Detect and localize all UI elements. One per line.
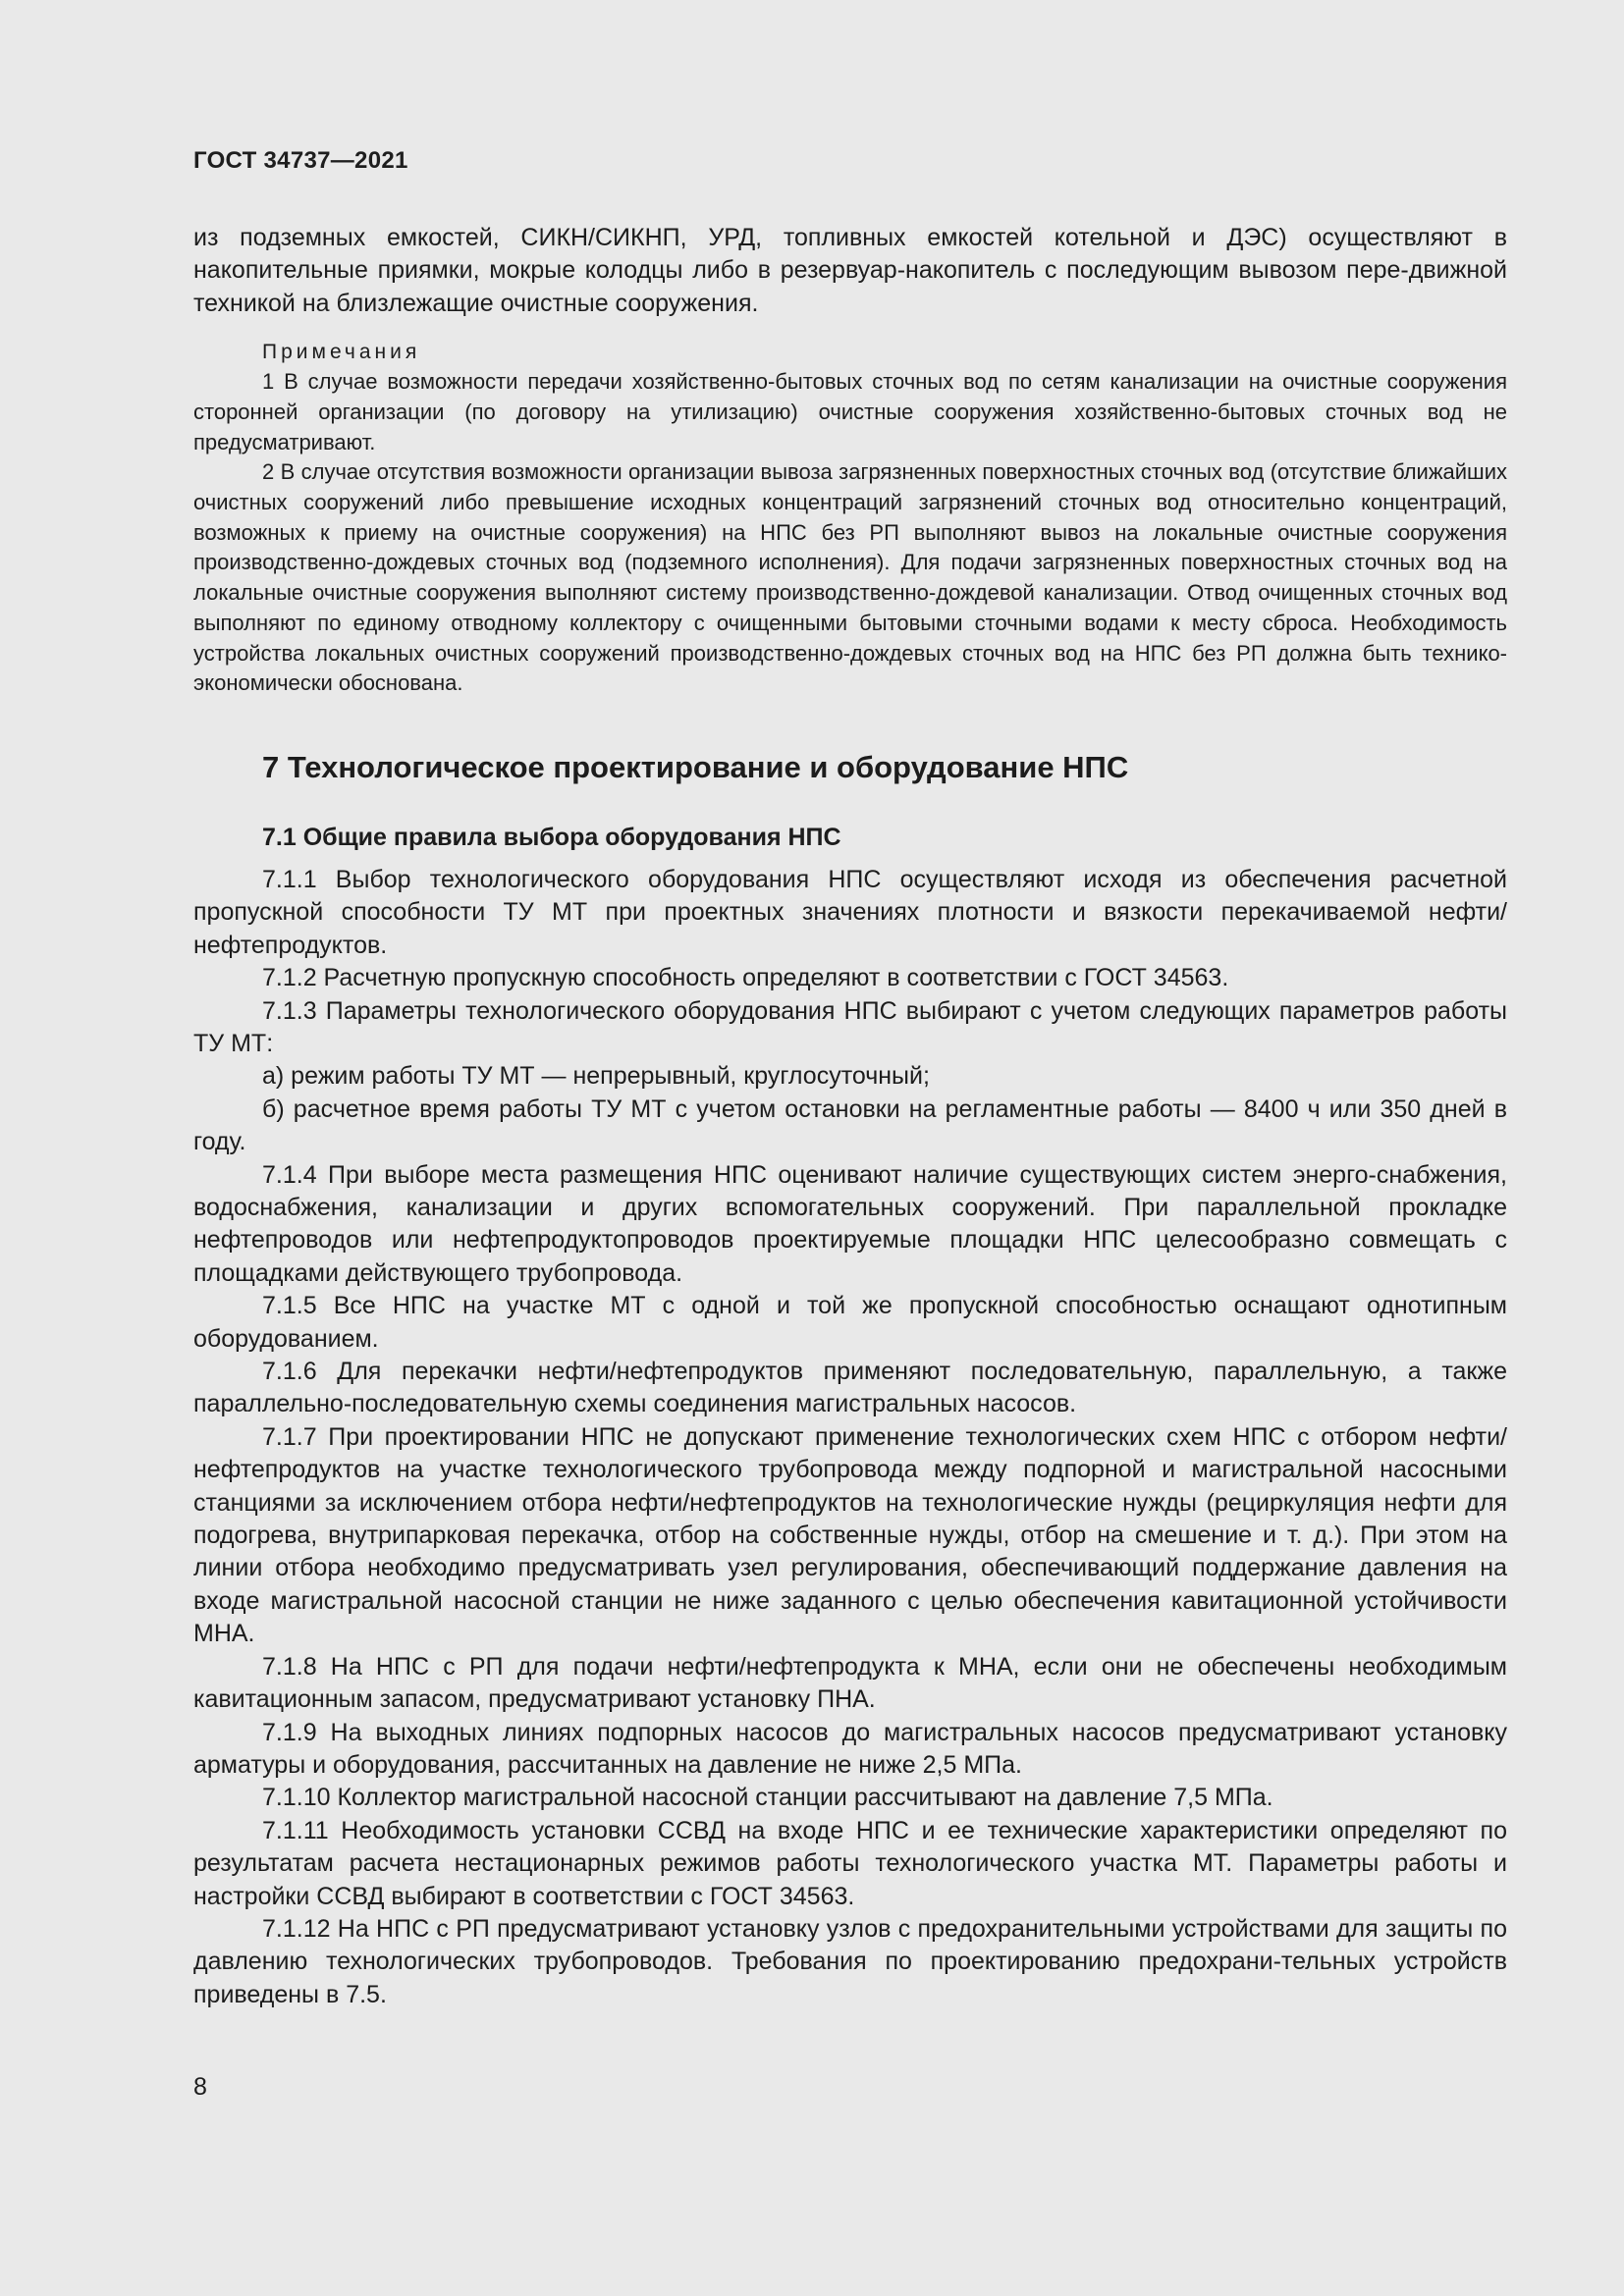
section-heading: 7 Технологическое проектирование и оборудование НПС xyxy=(262,749,1129,784)
paragraph-7-1-9: 7.1.9 На выходных линиях подпорных насосов до магистральных насосов предусматривают установку арматуры и оборудования, рассчитанных на давление не ниже 2,5 МПа. xyxy=(193,1718,1507,1779)
note-item-1: 1 В случае возможности передачи хозяйственно-бытовых сточных вод по сетям канализации на очистные сооружения сторонней организации (по договору на утилизацию) очистные сооружения хозяйственно-бытовых сточных вод не предусматривают. xyxy=(193,369,1507,454)
paragraph-7-1-6: 7.1.6 Для перекачки нефти/нефтепродуктов применяют последовательную, параллельную, а также параллельно-последовательную схемы соединения магистральных насосов. xyxy=(193,1358,1507,1418)
list-item-b: б) расчетное время работы ТУ МТ с учетом остановки на регламентные работы — 8400 ч или 350 дней в году. xyxy=(193,1095,1507,1156)
subsection-heading: 7.1 Общие правила выбора оборудования НПС xyxy=(262,823,841,851)
note-item-2: 2 В случае отсутствия возможности организации вывоза загрязненных поверхностных сточных вод (отсутствие ближайших очистных сооружений либо превышение исходных концентраций загрязнений сточных вод относительно концентраций, возможных к приему на очистные сооружения) на НПС без РП выполняют вывоз на локальные очистные сооружения производственно-дождевых сточных вод (подземного исполнения). Для подачи загрязненных поверхностных сточных вод на локальные очистные сооружения выполняют систему производственно-дождевой канализации. Отвод очищенных сточных вод выполняют по единому отводному коллектору с очищенными бытовыми сточными водами к месту сброса. Необходимость устройства локальных очистных сооружений производственно-дождевых сточных вод на НПС без РП должна быть технико-экономически обоснована. xyxy=(193,459,1507,696)
paragraph-7-1-1: 7.1.1 Выбор технологического оборудования НПС осуществляют исходя из обеспечения расчетной пропускной способности ТУ МТ при проектных значениях плотности и вязкости перекачиваемой нефти/ нефтепродуктов. xyxy=(193,865,1507,959)
paragraph-7-1-8: 7.1.8 На НПС с РП для подачи нефти/нефтепродукта к МНА, если они не обеспечены необходимым кавитационным запасом, предусматривают установку ПНА. xyxy=(193,1652,1507,1714)
paragraph-7-1-12: 7.1.12 На НПС с РП предусматривают установку узлов с предохранительными устройствами для защиты по давлению технологических трубопроводов. Требования по проектированию предохрани-тельных устройств приведены в 7.5. xyxy=(193,1914,1507,2008)
document-code-header: ГОСТ 34737—2021 xyxy=(193,147,408,174)
paragraph-7-1-10: 7.1.10 Коллектор магистральной насосной станции рассчитывают на давление 7,5 МПа. xyxy=(262,1784,1273,1812)
notes-title: Примечания xyxy=(262,341,421,364)
page-number: 8 xyxy=(193,2073,207,2101)
intro-block xyxy=(193,222,1507,320)
notes-block xyxy=(193,338,1507,699)
document-body xyxy=(193,222,1507,2011)
paragraph-7-1-3: 7.1.3 Параметры технологического оборудования НПС выбирают с учетом следующих параметров работы ТУ МТ: xyxy=(193,996,1507,1057)
intro-paragraph: из подземных емкостей, СИКН/СИКНП, УРД, топливных емкостей котельной и ДЭС) осуществляют в накопительные приямки, мокрые колодцы либо в резервуар-накопитель с последующим вывозом пере-движной техникой на близлежащие очистные сооружения. xyxy=(193,224,1507,317)
section-paragraphs xyxy=(193,864,1507,2011)
paragraph-7-1-2: 7.1.2 Расчетную пропускную способность определяют в соответствии с ГОСТ 34563. xyxy=(262,964,1229,992)
paragraph-7-1-4: 7.1.4 При выборе места размещения НПС оценивают наличие существующих систем энерго-снабжения, водоснабжения, канализации и других вспомогательных сооружений. При параллельной прокладке нефтепроводов или нефтепродуктопроводов проектируемые площадки НПС целесообразно совмещать с площадками действующего трубопровода. xyxy=(193,1160,1507,1287)
paragraph-7-1-5: 7.1.5 Все НПС на участке МТ с одной и той же пропускной способностью оснащают однотипным оборудованием. xyxy=(193,1292,1507,1353)
paragraph-7-1-7: 7.1.7 При проектировании НПС не допускают применение технологических схем НПС с отбором нефти/нефтепродуктов на участке технологического трубопровода между подпорной и магистральной насосными станциями за исключением отбора нефти/нефтепродуктов на технологические нужды (рециркуляция нефти для подогрева, внутрипарковая перекачка, отбор на собственные нужды, отбор на смешение и т. д.). При этом на линии отбора необходимо предусматривать узел регулирования, обеспечивающий поддержание давления на входе магистральной насосной станции не ниже заданного с целью обеспечения кавитационной устойчивости МНА. xyxy=(193,1422,1507,1648)
list-item-a: а) режим работы ТУ МТ — непрерывный, круглосуточный; xyxy=(262,1062,930,1091)
paragraph-7-1-11: 7.1.11 Необходимость установки ССВД на входе НПС и ее технические характеристики определяют по результатам расчета нестационарных режимов работы технологического участка МТ. Параметры работы и настройки ССВД выбирают в соответствии с ГОСТ 34563. xyxy=(193,1816,1507,1910)
